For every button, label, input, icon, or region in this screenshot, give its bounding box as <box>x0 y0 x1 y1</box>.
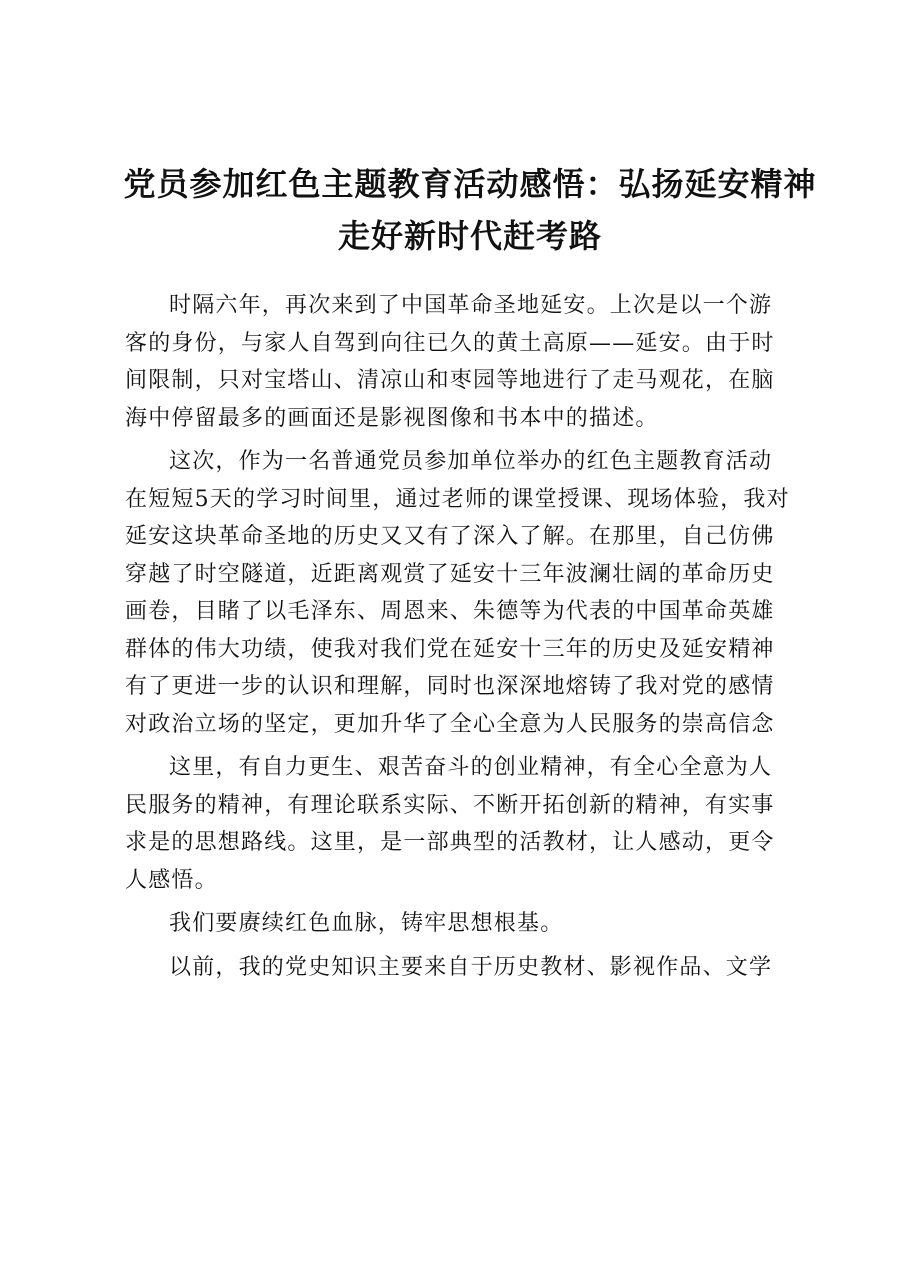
paragraph-line: 这次，作为一名普通党员参加单位举办的红色主题教育活动 <box>169 449 773 474</box>
paragraph-2 <box>125 443 815 743</box>
paragraph-5 <box>125 949 815 987</box>
paragraph-line: 间限制，只对宝塔山、清凉山和枣园等地进行了走马观花，在脑 <box>125 368 775 393</box>
paragraph-line: 海中停留最多的画面还是影视图像和书本中的描述。 <box>125 405 659 431</box>
paragraph-line: 有了更进一步的认识和理解，同时也深深地熔铸了我对党的感情 <box>125 674 775 699</box>
paragraph-line: 我们要赓续红色血脉，铸牢思想根基。 <box>169 911 564 936</box>
paragraph-line: 客的身份，与家人自驾到向往已久的黄土高原——延安。由于时 <box>125 330 775 356</box>
title-line-2: 走好新时代赶考路 <box>337 217 602 255</box>
paragraph-line: 这里，有自力更生、艰苦奋斗的创业精神，有全心全意为人 <box>169 755 773 780</box>
paragraph-line: 求是的思想路线。这里，是一部典型的活教材，让人感动，更令 <box>125 830 775 855</box>
title-line-1: 党员参加红色主题教育活动感悟：弘扬延安精神 <box>123 165 817 203</box>
paragraph-line: 群体的伟大功绩，使我对我们党在延安十三年的历史及延安精神 <box>125 636 775 662</box>
paragraph-line: 民服务的精神，有理论联系实际、不断开拓创新的精神，有实事 <box>125 792 775 818</box>
paragraph-line: 对政治立场的坚定，更加升华了全心全意为人民服务的崇高信念 <box>125 711 775 737</box>
paragraph-line: 画卷，目睹了以毛泽东、周恩来、朱德等为代表的中国革命英雄 <box>125 599 775 624</box>
paragraph-4 <box>125 905 815 943</box>
paragraph-line: 在短短5天的学习时间里，通过老师的课堂授课、现场体验，我对 <box>125 486 790 512</box>
paragraph-line: 穿越了时空隧道，近距离观赏了延安十三年波澜壮阔的革命历史 <box>125 561 775 587</box>
paragraph-3 <box>125 749 815 899</box>
paragraph-1 <box>125 287 815 437</box>
document-title <box>100 158 840 262</box>
paragraph-line: 延安这块革命圣地的历史又又有了深入了解。在那里，自己仿佛 <box>125 524 775 549</box>
paragraph-line: 以前，我的党史知识主要来自于历史教材、影视作品、文学 <box>169 954 773 980</box>
paragraph-line: 时隔六年，再次来到了中国革命圣地延安。上次是以一个游 <box>169 293 773 318</box>
paragraph-line: 人感悟。 <box>125 867 218 893</box>
document-body <box>125 287 815 986</box>
